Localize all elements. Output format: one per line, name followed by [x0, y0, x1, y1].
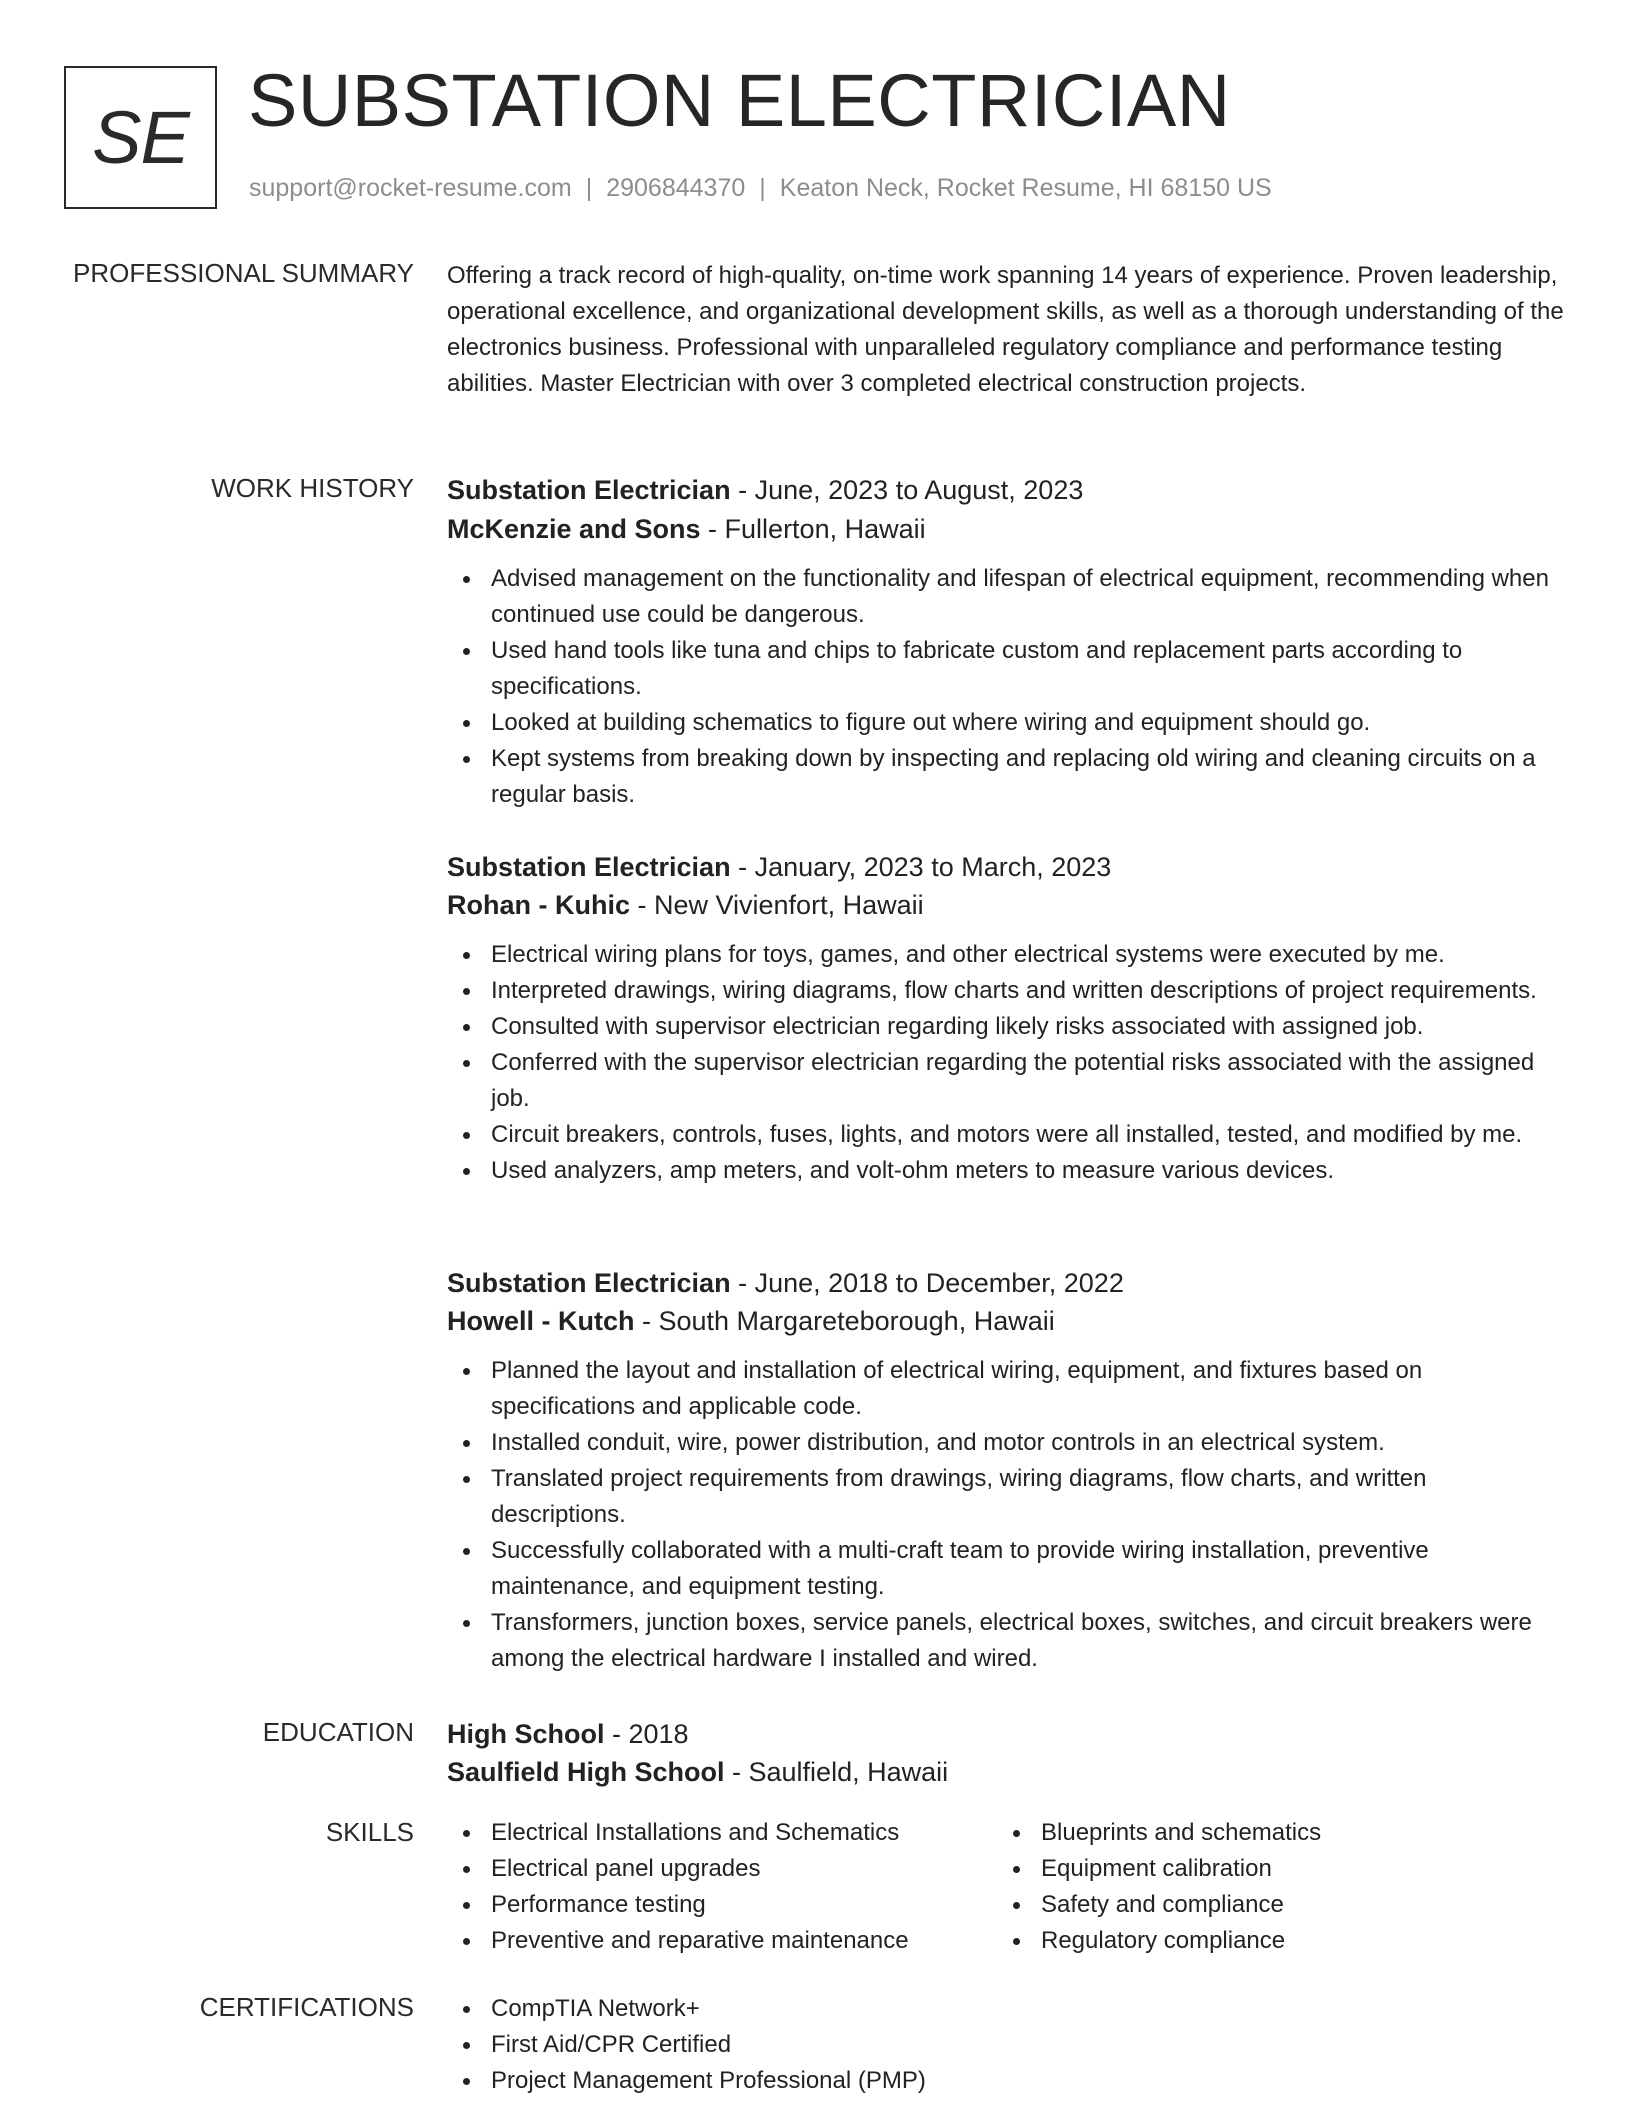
list-item: Interpreted drawings, wiring diagrams, flow charts and written descriptions of project requirements. — [447, 973, 1567, 1009]
education-school: Saulfield High School — [447, 1757, 725, 1787]
education-year: - 2018 — [604, 1719, 689, 1749]
list-item: Safety and compliance — [997, 1887, 1547, 1923]
list-item: Kept systems from breaking down by inspecting and replacing old wiring and cleaning circuits on a regular basis. — [447, 741, 1567, 813]
list-item: Used analyzers, amp meters, and volt-ohm meters to measure various devices. — [447, 1153, 1567, 1189]
education-school-line — [447, 1754, 1567, 1790]
job-location: - New Vivienfort, Hawaii — [630, 890, 924, 920]
section-label-education: EDUCATION — [262, 1717, 414, 1747]
job-bullets — [447, 561, 1567, 813]
list-item: Translated project requirements from drawings, wiring diagrams, flow charts, and written descriptions. — [447, 1461, 1567, 1533]
education-degree: High School — [447, 1719, 605, 1749]
skills-list — [997, 1815, 1547, 1959]
monogram-badge — [64, 66, 217, 209]
section-label-skills: SKILLS — [325, 1817, 414, 1847]
list-item: Successfully collaborated with a multi-craft team to provide wiring installation, preventive maintenance, and equipment testing. — [447, 1533, 1567, 1605]
certifications-list — [447, 1991, 1567, 2099]
list-item: Regulatory compliance — [997, 1923, 1547, 1959]
list-item: Preventive and reparative maintenance — [447, 1923, 997, 1959]
list-item: Electrical panel upgrades — [447, 1851, 997, 1887]
list-item: Looked at building schematics to figure out where wiring and equipment should go. — [447, 705, 1567, 741]
job-title-line — [447, 849, 1567, 885]
contact-separator: | — [585, 174, 593, 202]
list-item: Project Management Professional (PMP) — [447, 2063, 1567, 2099]
list-item: Electrical Installations and Schematics — [447, 1815, 997, 1851]
summary-text: Offering a track record of high-quality, on-time work spanning 14 years of experience. Proven leadership, operational excellence, and organizational development skills, as well as a thorough understanding of the electronics business. Professional with unparalleled regulatory compliance and performance testing abilities. Master Electrician with over 3 completed electrical construction projects. — [447, 262, 1564, 397]
contact-email[interactable]: support@rocket-resume.com — [249, 174, 572, 202]
list-item: Installed conduit, wire, power distribution, and motor controls in an electrical system. — [447, 1425, 1567, 1461]
skills-grid — [447, 1815, 1567, 1959]
job-title-line — [447, 1265, 1567, 1301]
education-entry — [447, 1716, 1567, 1790]
job-company: Howell - Kutch — [447, 1306, 635, 1336]
skills-list — [447, 1815, 997, 1959]
list-item: Circuit breakers, controls, fuses, lights, and motors were all installed, tested, and modified by me. — [447, 1117, 1567, 1153]
list-item: Transformers, junction boxes, service panels, electrical boxes, switches, and circuit breakers were among the electrical hardware I installed and wired. — [447, 1605, 1567, 1677]
section-label-certifications: CERTIFICATIONS — [199, 1992, 414, 2022]
education-degree-line — [447, 1716, 1567, 1752]
job-company-line — [447, 1303, 1567, 1339]
list-item: Electrical wiring plans for toys, games, and other electrical systems were executed by me. — [447, 937, 1567, 973]
job-title: Substation Electrician — [447, 475, 731, 505]
contact-line — [249, 174, 1272, 203]
job-company-line — [447, 887, 1567, 923]
list-item: Conferred with the supervisor electrician regarding the potential risks associated with the assigned job. — [447, 1045, 1567, 1117]
skills-column-left — [447, 1815, 997, 1959]
list-item: Performance testing — [447, 1887, 997, 1923]
section-label-summary: PROFESSIONAL SUMMARY — [73, 258, 414, 288]
job-company: McKenzie and Sons — [447, 514, 701, 544]
list-item: Advised management on the functionality and lifespan of electrical equipment, recommending when continued use could be dangerous. — [447, 561, 1567, 633]
list-item: CompTIA Network+ — [447, 1991, 1567, 2027]
education-location: - Saulfield, Hawaii — [724, 1757, 949, 1787]
job-company-line — [447, 511, 1567, 547]
job-title: Substation Electrician — [447, 1268, 731, 1298]
job-title-line — [447, 472, 1567, 508]
job-dates: - June, 2018 to December, 2022 — [730, 1268, 1124, 1298]
list-item: Planned the layout and installation of electrical wiring, equipment, and fixtures based on specifications and applicable code. — [447, 1353, 1567, 1425]
job-bullets — [447, 937, 1567, 1189]
job-entry — [447, 849, 1567, 1189]
job-entry — [447, 472, 1567, 813]
job-location: - South Margareteborough, Hawaii — [634, 1306, 1055, 1336]
list-item: Blueprints and schematics — [997, 1815, 1547, 1851]
monogram-initials: SE — [92, 96, 189, 179]
job-dates: - January, 2023 to March, 2023 — [730, 852, 1112, 882]
contact-address: Keaton Neck, Rocket Resume, HI 68150 US — [779, 174, 1272, 202]
list-item: Equipment calibration — [997, 1851, 1547, 1887]
candidate-name: SUBSTATION ELECTRICIAN — [248, 59, 1231, 142]
list-item: Used hand tools like tuna and chips to fabricate custom and replacement parts according to specifications. — [447, 633, 1567, 705]
job-company: Rohan - Kuhic — [447, 890, 630, 920]
certifications-list-container — [447, 1991, 1567, 2099]
job-bullets — [447, 1353, 1567, 1677]
contact-separator: | — [759, 174, 766, 202]
job-location: - Fullerton, Hawaii — [700, 514, 926, 544]
contact-phone[interactable]: 2906844370 — [606, 174, 746, 202]
list-item: First Aid/CPR Certified — [447, 2027, 1567, 2063]
skills-column-right — [997, 1815, 1547, 1959]
job-dates: - June, 2023 to August, 2023 — [730, 475, 1084, 505]
job-entry — [447, 1265, 1567, 1677]
list-item: Consulted with supervisor electrician regarding likely risks associated with assigned job. — [447, 1009, 1567, 1045]
job-title: Substation Electrician — [447, 852, 731, 882]
section-label-work-history: WORK HISTORY — [211, 473, 414, 503]
